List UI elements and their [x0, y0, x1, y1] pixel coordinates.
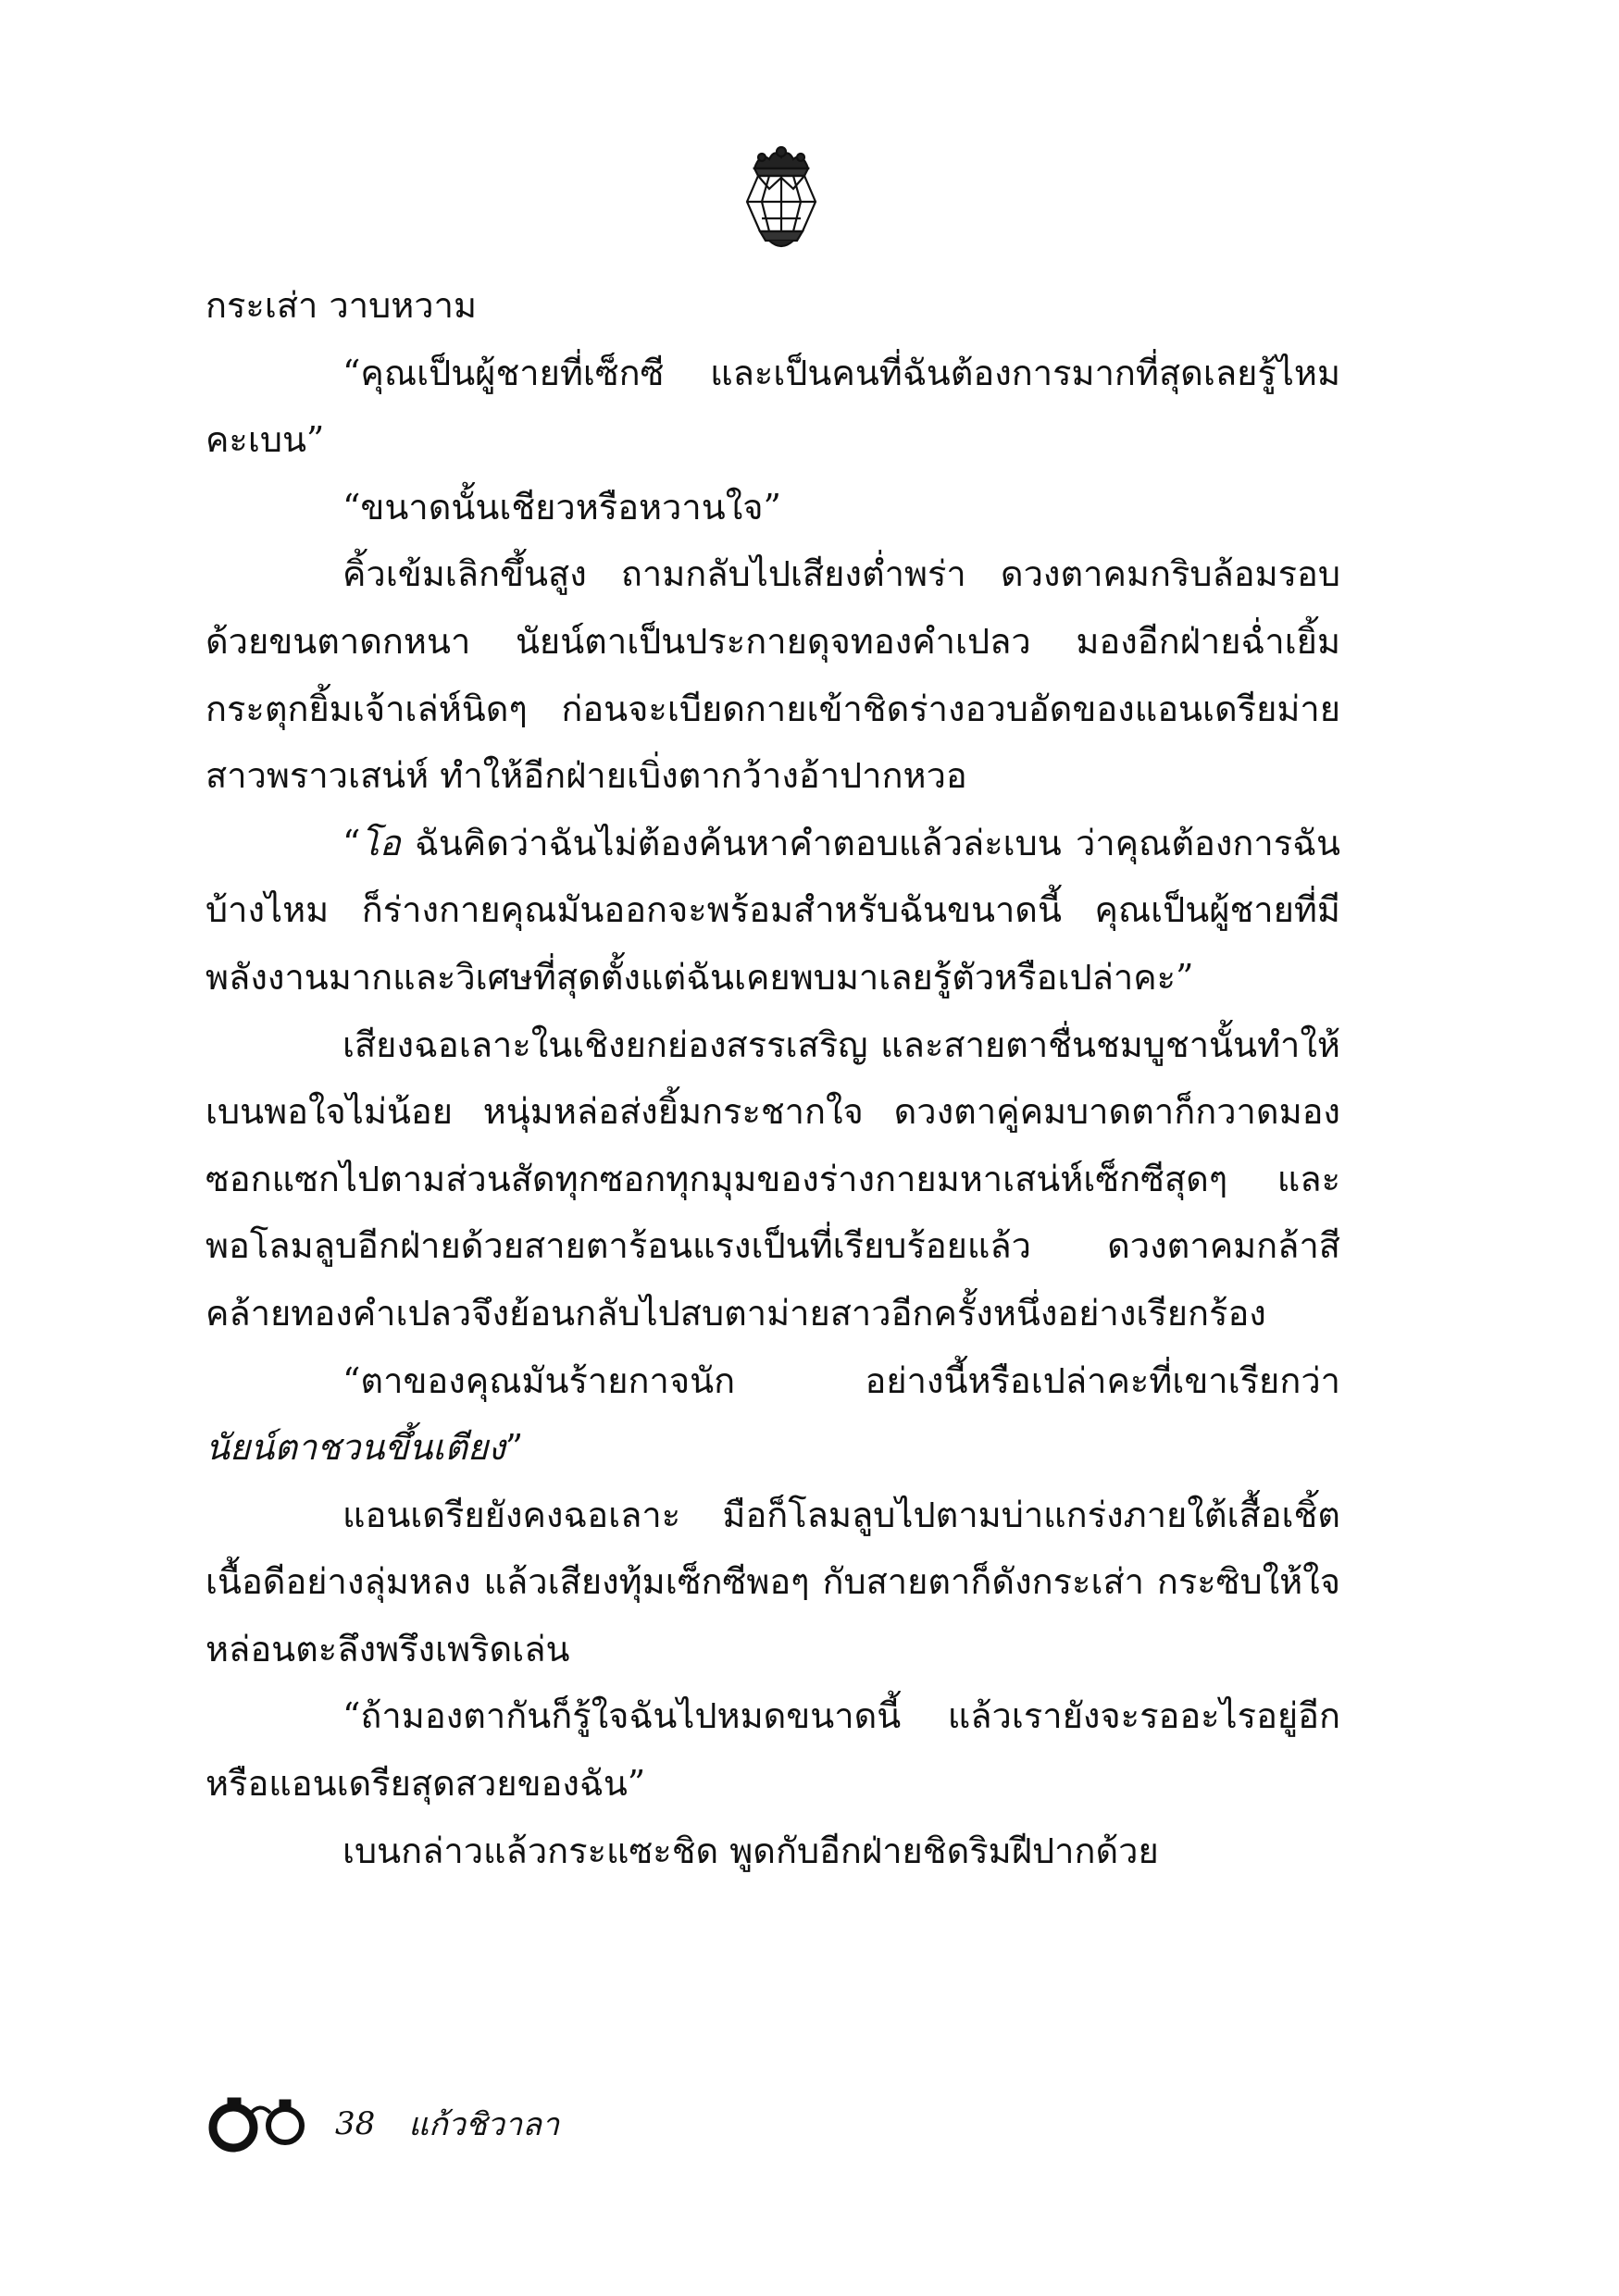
text-segment: ฉันคิดว่าฉันไม่ต้องค้นหาคำตอบแล้วล่ะเบน ว่าคุณต้องการฉันบ้างไหม ก็ร่างกายคุณมันออกจะพร้อมสำหรับฉันขนาดนี้ คุณเป็นผู้ชายที่มีพลังงานมากและวิเศษที่สุดตั้งแต่ฉันเคยพบมาเลยรู้ตัวหรือเปล่าคะ”	[205, 822, 1340, 998]
paragraph	[205, 810, 1340, 1011]
book-title: แก้วชิวาลา	[408, 2106, 560, 2143]
text-segment: เสียงฉอเลาะในเชิงยกย่องสรรเสริญ และสายตาชื่นชมบูชานั้นทำให้เบนพอใจไม่น้อย หนุ่มหล่อส่งยิ้มกระชากใจ ดวงตาคู่คมบาดตาก็กวาดมองซอกแซกไปตามส่วนสัดทุกซอกทุกมุมของร่างกายมหาเสน่ห์เซ็กซีสุดๆ และพอโลมลูบอีกฝ่ายด้วยสายตาร้อนแรงเป็นที่เรียบร้อยแล้ว ดวงตาคมกล้าสีคล้ายทองคำเปลวจึงย้อนกลับไปสบตาม่ายสาวอีกครั้งหนึ่งอย่างเรียกร้อง	[205, 1024, 1340, 1334]
text-segment: “	[342, 822, 361, 863]
paragraph	[205, 540, 1340, 809]
paragraph	[205, 1818, 1340, 1885]
text-segment: ”	[504, 1427, 524, 1469]
text-segment: เบนกล่าวแล้วกระแซะชิด พูดกับอีกฝ่ายชิดริมฝีปากด้วย	[342, 1830, 1159, 1871]
paragraph	[205, 272, 1340, 340]
paragraph	[205, 1482, 1340, 1683]
page-number: 38	[335, 2105, 376, 2142]
paragraph	[205, 1347, 1340, 1482]
text-segment: แอนเดรียยังคงฉอเลาะ มือก็โลมลูบไปตามบ่าแกร่งภายใต้เสื้อเชิ้ตเนื้อดีอย่างลุ่มหลง แล้วเสียงทุ้มเซ็กซีพอๆ กับสายตาก็ดังกระเส่า กระซิบให้ใจหล่อนตะลึงพรึงเพริดเล่น	[205, 1494, 1340, 1669]
page-footer	[205, 2091, 761, 2156]
paragraph	[205, 1011, 1340, 1347]
paragraph	[205, 474, 1340, 541]
text-segment: “คุณเป็นผู้ชายที่เซ็กซี และเป็นคนที่ฉันต้องการมากที่สุดเลยรู้ไหมคะเบน”	[205, 352, 1340, 461]
body-text	[205, 272, 1340, 1884]
text-segment: คิ้วเข้มเลิกขึ้นสูง ถามกลับไปเสียงต่ำพร่า ดวงตาคมกริบล้อมรอบด้วยขนตาดกหนา นัยน์ตาเป็นประกายดุจทองคำเปลว มองอีกฝ่ายฉ่ำเยิ้ม กระตุกยิ้มเจ้าเล่ห์นิดๆ ก่อนจะเบียดกายเข้าชิดร่างอวบอัดของแอนเดรียม่ายสาวพราวเสน่ห์ ทำให้อีกฝ่ายเบิ่งตากว้างอ้าปากหวอ	[205, 553, 1340, 797]
text-segment: “ถ้ามองตากันก็รู้ใจฉันไปหมดขนาดนี้ แล้วเรายังจะรออะไรอยู่อีกหรือแอนเดรียสุดสวยของฉัน”	[205, 1695, 1340, 1805]
lantern-ornament-icon	[741, 144, 821, 254]
text-segment: “ขนาดนั้นเชียวหรือหวานใจ”	[342, 486, 781, 527]
italic-text: นัยน์ตาชวนขึ้นเตียง	[205, 1427, 505, 1469]
handcuffs-icon	[205, 2094, 315, 2153]
italic-text: โอ	[360, 822, 401, 863]
paragraph	[205, 1682, 1340, 1817]
paragraph	[205, 340, 1340, 474]
text-segment: กระเส่า วาบหวาม	[205, 285, 477, 326]
text-segment: “ตาของคุณมันร้ายกาจนัก อย่างนี้หรือเปล่าคะที่เขาเรียกว่า	[342, 1359, 1340, 1401]
